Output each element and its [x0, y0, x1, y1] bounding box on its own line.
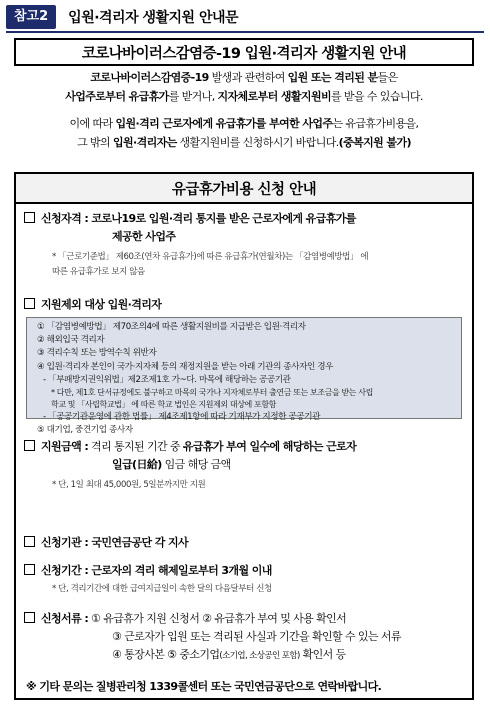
exclusion-item: ⑤ 대기업, 중견기업 종사자	[37, 425, 133, 436]
documents-line-3-end: 확인서 등	[299, 648, 346, 661]
amount-note: * 단, 1일 최대 45,000원, 5일분까지만 지원	[52, 480, 206, 490]
amount-text-bold: 유급휴가 부여 일수에 해당하는 근로자	[182, 440, 357, 453]
main-title: 코로나바이러스감염증-19 입원·격리자 생활지원 안내	[14, 38, 474, 66]
agency-value: 국민연금공단 각 지사	[88, 536, 189, 549]
exclusion-subitem: - 「부패방지권익위법」제2조제1호 가~다. 마목에 해당하는 공공기관	[43, 374, 291, 385]
intro-bold-span: 입원·격리 근로자에게 유급휴가를 부여한 사업주	[115, 117, 333, 130]
exclusions-label: 지원제외 대상 입원·격리자	[41, 298, 162, 311]
exclusion-item: ① 「감염병예방법」 제70조의4에 따른 생활지원비를 지급받은 입원·격리자	[37, 322, 306, 332]
qualification-note-1: 「근로기준법」 제60조(연차 유급휴가)에 따른 유급휴가(연월차)는 「감염병예방법」 에	[58, 252, 369, 262]
documents-item	[24, 610, 466, 665]
checkbox-square-icon	[24, 440, 35, 451]
checkbox-square-icon	[24, 536, 35, 547]
documents-line-1: ① 유급휴가 지원 신청서 ② 유급휴가 부여 및 사용 확인서	[88, 612, 347, 625]
intro-bold-span: 입원 또는 격리된 분	[287, 71, 378, 84]
intro-line-3	[14, 114, 474, 133]
amount-item	[24, 438, 466, 493]
qualification-label: 신청자격 :	[41, 212, 89, 225]
header-badge: 참고2	[6, 5, 56, 29]
amount-text: 격리 통지된 기간 중	[88, 440, 183, 453]
intro-bold-span: 지자체로부터 생활지원비	[217, 90, 331, 103]
qualification-item	[24, 210, 466, 280]
exclusion-item: ③ 격리수칙 또는 방역수칙 위반자	[37, 348, 157, 359]
intro-line-2	[14, 87, 474, 106]
exclusion-item: ④ 입원·격리자 본인이 국가·지자체 등의 재정지원을 받는 아래 기관의 종사자인 경우	[37, 361, 334, 372]
intro-text-span: 를 받을 수 있습니다.	[331, 90, 423, 103]
header-divider	[6, 31, 484, 33]
intro-bold-span: 사업주로부터 유급휴가	[65, 90, 169, 103]
exclusions-item	[24, 296, 466, 314]
application-guide-box	[14, 202, 474, 700]
section-title: 유급휴가비용 신청 안내	[14, 172, 474, 202]
agency-item	[24, 534, 466, 552]
intro-virus-name: 코로나바이러스감염증-19	[90, 71, 209, 84]
intro-text-span: 그 밖의	[77, 136, 113, 149]
checkbox-square-icon	[24, 564, 35, 575]
period-item	[24, 562, 466, 597]
amount-label: 지원금액 :	[41, 440, 89, 453]
checkbox-square-icon	[24, 612, 35, 623]
qualification-text-2: 제공한 사업주	[112, 230, 176, 243]
period-note: * 단, 격리기간에 대한 급여지급일이 속한 달의 다음달부터 신청	[52, 584, 272, 594]
documents-line-3-small: (소기업, 소상공인 포함)	[219, 651, 300, 661]
intro-text-span: 를 받거나,	[168, 90, 218, 103]
amount-text-2: 임금 해당 금액	[161, 458, 231, 471]
intro-line-4	[14, 133, 474, 152]
intro-text-span: 들은	[377, 71, 398, 84]
exclusions-list	[26, 317, 462, 436]
intro-text-span: 발생과 관련하여	[208, 71, 288, 84]
exclusion-item: ② 해외입국 격리자	[37, 335, 105, 346]
agency-label: 신청기관 :	[41, 536, 89, 549]
exclusion-note: 학교 및 「사립학교법」 에 따른 학교 법인은 지원제외 대상에 포함함	[51, 400, 277, 410]
exclusion-note: * 다만, 제1호 단서규정에도 불구하고 마목의 국가나 지자체로부터 출연금 또는 보조금을 받는 사립	[51, 388, 373, 398]
period-label: 신청기간 :	[41, 564, 89, 577]
qualification-text: 코로나19로 입원·격리 통지를 받은 근로자에게 유급휴가를	[88, 212, 356, 225]
intro-text-span: 는 유급휴가비용을,	[332, 117, 419, 130]
intro-line-1	[14, 68, 474, 87]
exclusion-subitem: - 「공공기관운영에 관한 법률」 제4조제1항에 따라 기재부가 지정한 공공기관	[43, 412, 321, 423]
header	[6, 4, 238, 30]
intro-bold-span: (중복지원 불가)	[338, 136, 411, 149]
qualification-note-2: 따른 유급휴가로 보지 않음	[52, 267, 145, 277]
header-title: 입원·격리자 생활지원 안내문	[68, 10, 239, 26]
intro-text	[14, 68, 474, 152]
checkbox-square-icon	[24, 212, 35, 223]
intro-text-span: 생활지원비를 신청하시기 바랍니다.	[176, 136, 339, 149]
period-value: 근로자의 격리 해제일로부터 3개월 이내	[88, 564, 272, 577]
checkbox-square-icon	[24, 298, 35, 309]
intro-bold-span: 입원·격리자는	[112, 136, 177, 149]
contact-footer: ※ 기타 문의는 질병관리청 1339콜센터 또는 국민연금공단으로 연락바랍니다.	[26, 680, 382, 693]
intro-text-span: 이에 따라	[69, 117, 116, 130]
documents-line-2: ③ 근로자가 입원 또는 격리된 사실과 기간을 확인할 수 있는 서류	[112, 630, 401, 643]
qualification-note: * 「근로기준법」 제60조(연차 유급휴가)에 따른 유급휴가(연월차)는 「감염병예방법」 에	[52, 252, 369, 262]
documents-line-3: ④ 통장사본 ⑤ 중소기업	[112, 648, 220, 661]
amount-daily-wage: 일급(日給)	[112, 458, 162, 471]
documents-label: 신청서류 :	[41, 612, 89, 625]
